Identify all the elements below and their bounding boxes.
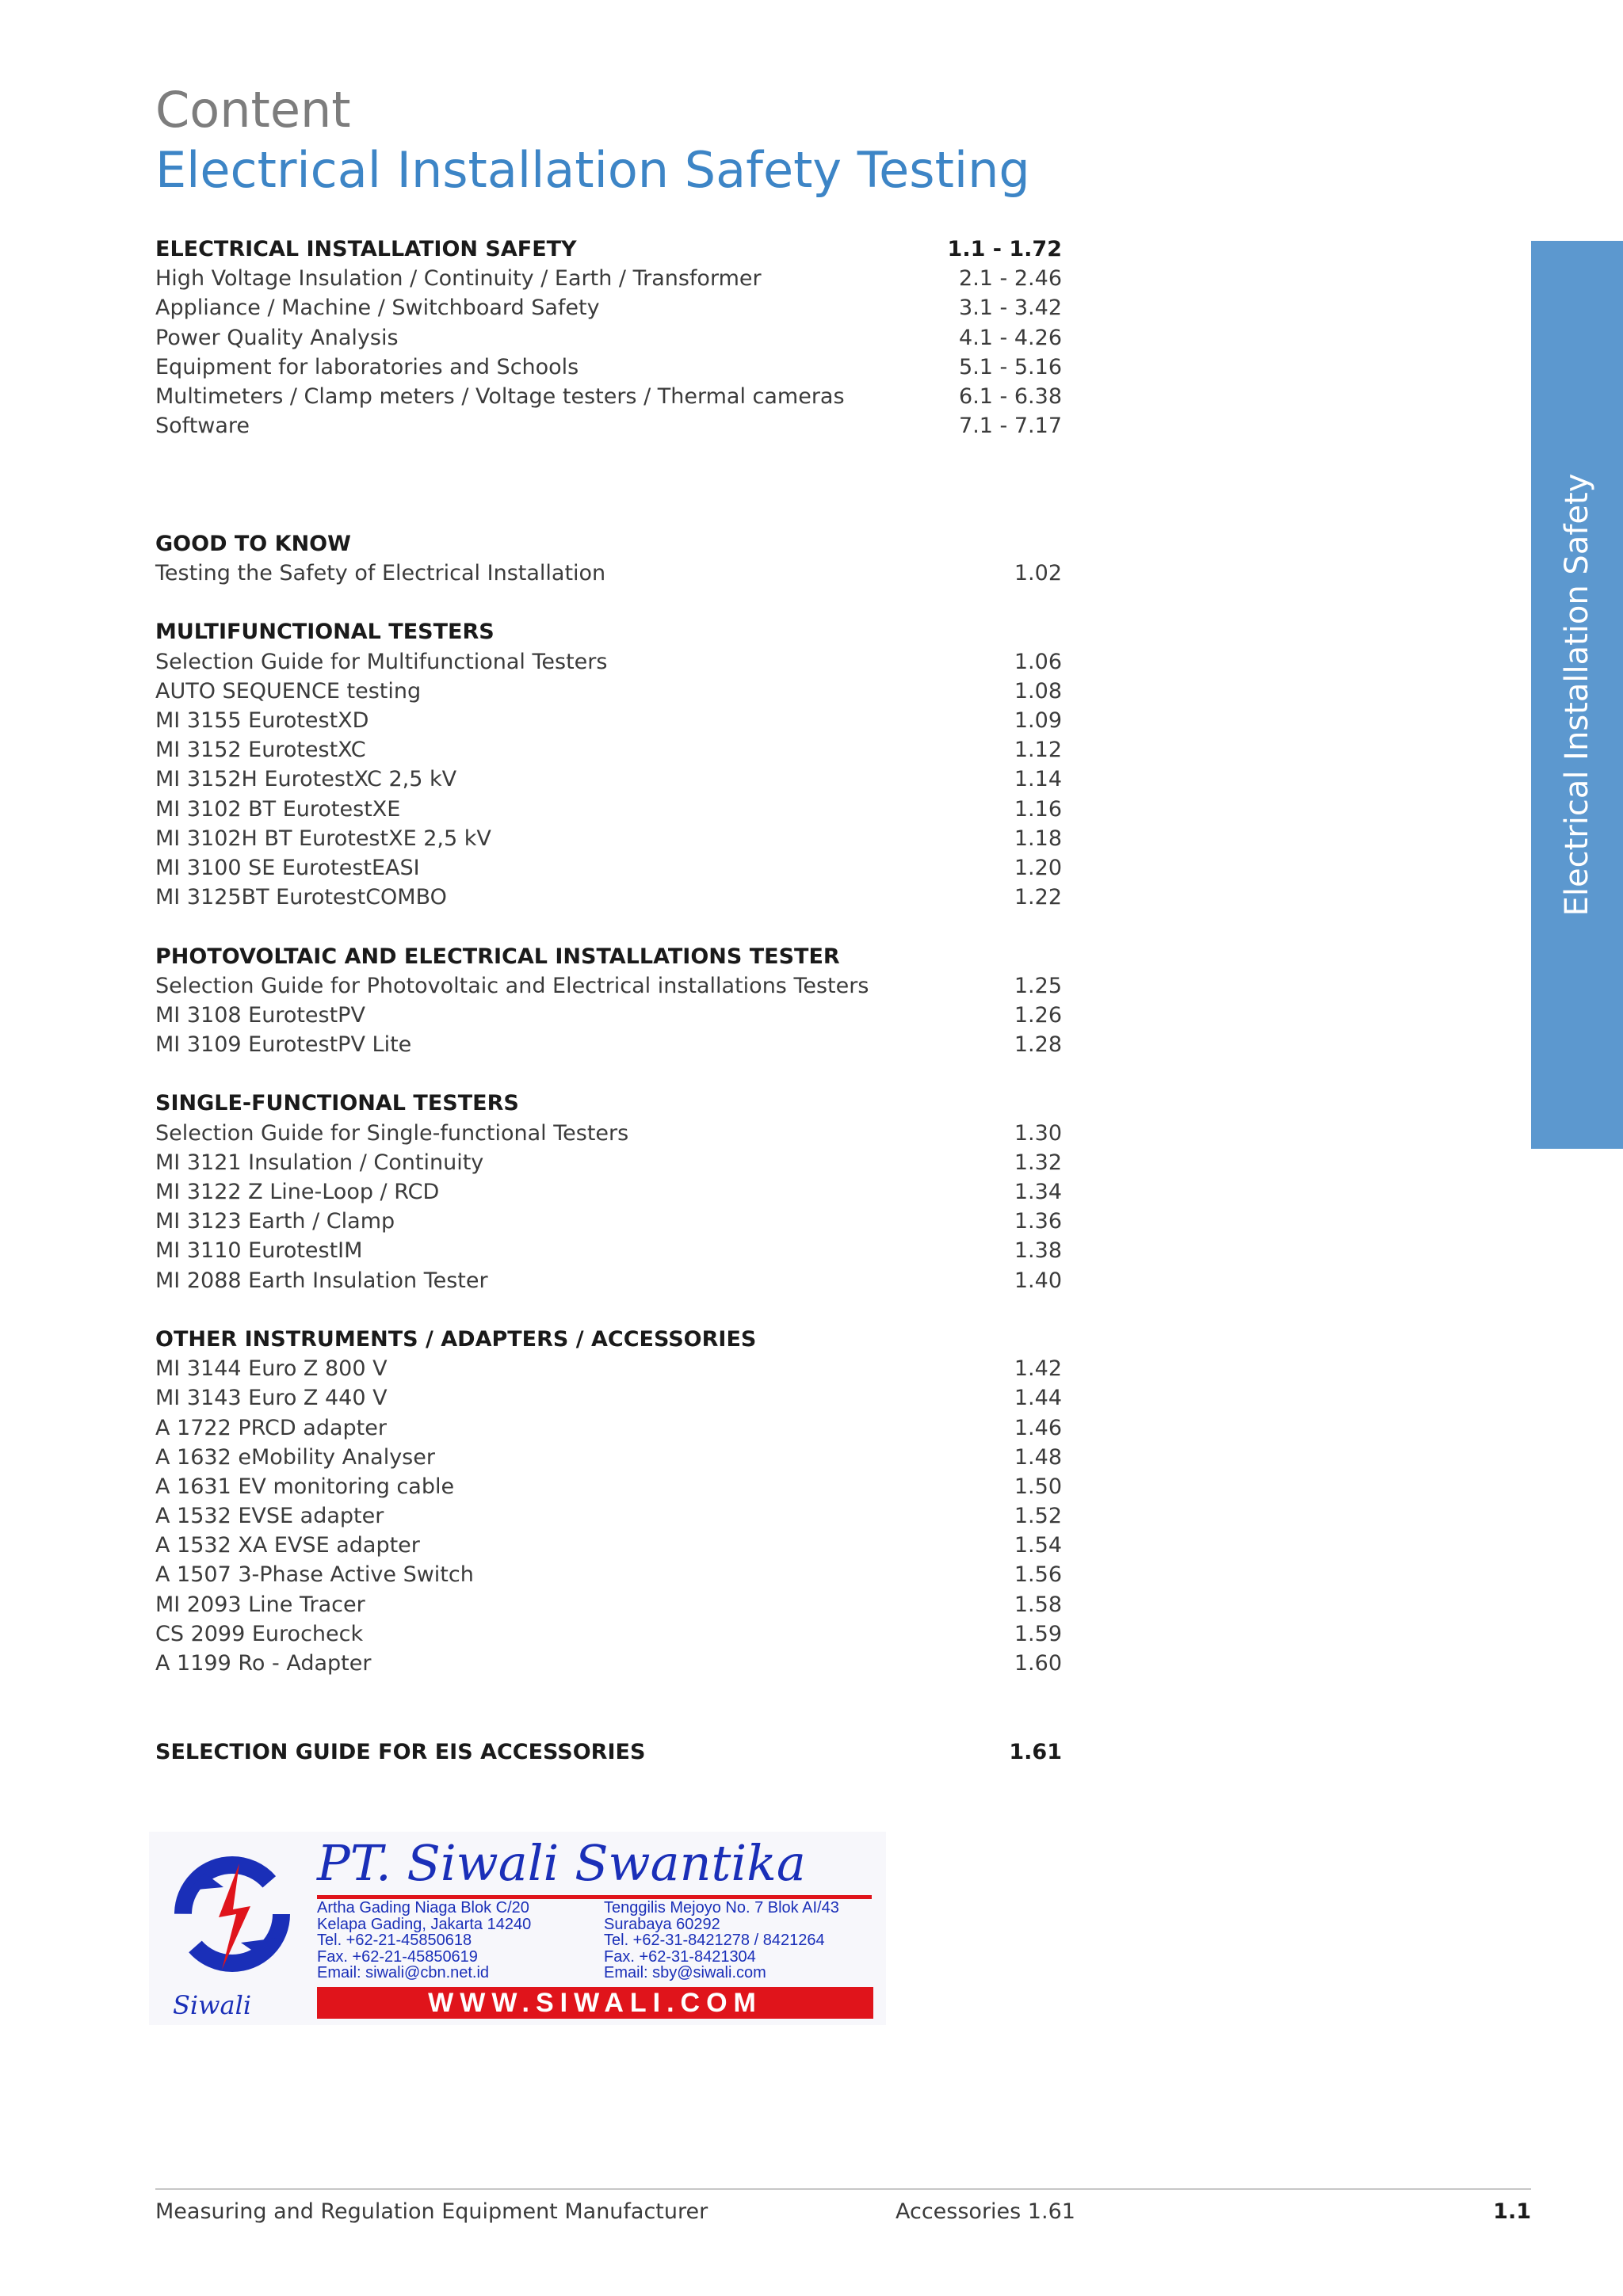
toc-label: A 1507 3-Phase Active Switch (155, 1562, 474, 1588)
toc-page: 1.34 (1014, 1180, 1062, 1205)
toc-row[interactable] (155, 765, 1062, 794)
surabaya-address (604, 1900, 839, 1981)
toc-label: A 1199 Ro - Adapter (155, 1651, 372, 1676)
toc-row[interactable] (155, 1266, 1062, 1295)
toc-label: Equipment for laboratories and Schools (155, 354, 579, 379)
spacer (155, 588, 1062, 617)
fax-line: Fax. +62-31-8421304 (604, 1947, 756, 1966)
toc-label: High Voltage Insulation / Continuity / Earth / Transformer (155, 266, 762, 292)
toc-page: 1.09 (1014, 708, 1062, 734)
spacer (155, 1678, 1062, 1737)
toc-row[interactable] (155, 1001, 1062, 1030)
email-line: Email: siwali@cbn.net.id (317, 1964, 490, 1981)
toc-row[interactable] (155, 1177, 1062, 1207)
toc-row[interactable] (155, 883, 1062, 912)
section-heading: SINGLE-FUNCTIONAL TESTERS (155, 1091, 519, 1116)
toc-row[interactable] (155, 323, 1062, 353)
toc-row[interactable] (155, 706, 1062, 735)
toc-page: 1.38 (1014, 1238, 1062, 1264)
toc-row[interactable] (155, 1560, 1062, 1589)
side-tab-label: Electrical Installation Safety (1559, 473, 1595, 917)
toc-page: 1.44 (1014, 1386, 1062, 1411)
toc-row[interactable] (155, 1119, 1062, 1148)
logo-wordmark: Siwali (173, 1990, 252, 2020)
footer-section-ref: Accessories 1.61 (896, 2199, 1075, 2224)
toc-page: 1.60 (1014, 1651, 1062, 1676)
toc-label: ELECTRICAL INSTALLATION SAFETY (155, 237, 577, 261)
page-title: Content (155, 81, 351, 139)
toc-page: 1.12 (1014, 738, 1062, 763)
jakarta-address (317, 1900, 531, 1981)
toc-page: 1.22 (1014, 885, 1062, 910)
toc-label: Software (155, 414, 250, 439)
spacer (155, 441, 1062, 529)
section-heading: PHOTOVOLTAIC AND ELECTRICAL INSTALLATIONS TESTER (155, 944, 840, 969)
address-line: Artha Gading Niaga Blok C/20 (317, 1899, 529, 1917)
toc-row[interactable] (155, 971, 1062, 1001)
toc-row[interactable] (155, 1207, 1062, 1236)
toc-row[interactable] (155, 1383, 1062, 1413)
toc-label: MI 3123 Earth / Clamp (155, 1209, 395, 1234)
toc-row[interactable] (155, 1148, 1062, 1177)
toc-label: MI 2088 Earth Insulation Tester (155, 1268, 488, 1293)
toc-page: 4.1 - 4.26 (959, 325, 1062, 350)
toc-row[interactable] (155, 353, 1062, 382)
address-line: Tenggilis Mejoyo No. 7 Blok AI/43 (604, 1899, 839, 1917)
footer-tagline: Measuring and Regulation Equipment Manufacturer (155, 2199, 708, 2224)
toc-label: MI 3152 EurotestXC (155, 738, 366, 763)
page-subtitle: Electrical Installation Safety Testing (155, 141, 1030, 199)
toc-label: A 1722 PRCD adapter (155, 1415, 387, 1440)
toc-label: AUTO SEQUENCE testing (155, 678, 422, 704)
final-entry-row[interactable] (155, 1737, 1062, 1767)
toc-page: 1.02 (1014, 561, 1062, 586)
toc-label: MI 3102H BT EurotestXE 2,5 kV (155, 826, 491, 851)
toc-label: Power Quality Analysis (155, 325, 399, 350)
toc-label: Appliance / Machine / Switchboard Safety (155, 296, 600, 321)
toc-page: 1.28 (1014, 1032, 1062, 1058)
address-line: Kelapa Gading, Jakarta 14240 (317, 1915, 532, 1933)
toc-page: 1.50 (1014, 1474, 1062, 1499)
toc-label: A 1631 EV monitoring cable (155, 1474, 455, 1499)
toc-page: 1.48 (1014, 1444, 1062, 1470)
toc-row[interactable] (155, 411, 1062, 441)
toc-label: SELECTION GUIDE FOR EIS ACCESSORIES (155, 1739, 646, 1764)
toc-row[interactable] (155, 1619, 1062, 1649)
siwali-logo-icon (157, 1841, 307, 1992)
footer-divider (155, 2188, 1531, 2190)
company-name: PT. Siwali Swantika (317, 1834, 806, 1892)
toc-row[interactable] (155, 1443, 1062, 1472)
toc-page: 1.32 (1014, 1150, 1062, 1175)
toc-row[interactable] (155, 559, 1062, 588)
toc-label: MI 3108 EurotestPV (155, 1002, 365, 1028)
toc-row[interactable] (155, 677, 1062, 706)
toc-label: Selection Guide for Single-functional Testers (155, 1120, 629, 1146)
toc-label: A 1532 EVSE adapter (155, 1504, 384, 1529)
toc-label: A 1532 XA EVSE adapter (155, 1533, 420, 1558)
page-number: 1.1 (1493, 2199, 1531, 2224)
toc-label: Selection Guide for Photovoltaic and Electrical installations Testers (155, 973, 869, 998)
toc-label: MI 3109 EurotestPV Lite (155, 1032, 412, 1058)
toc-page: 1.20 (1014, 855, 1062, 880)
toc-row[interactable] (155, 1030, 1062, 1059)
toc-row[interactable] (155, 795, 1062, 824)
section-heading: MULTIFUNCTIONAL TESTERS (155, 620, 495, 645)
toc-label: MI 2093 Line Tracer (155, 1592, 365, 1617)
toc-page: 1.58 (1014, 1592, 1062, 1617)
toc-row[interactable] (155, 1531, 1062, 1560)
toc-page: 1.36 (1014, 1209, 1062, 1234)
toc-row[interactable] (155, 293, 1062, 322)
toc-label: CS 2099 Eurocheck (155, 1621, 364, 1646)
toc-row[interactable] (155, 735, 1062, 765)
toc-page: 1.40 (1014, 1268, 1062, 1293)
toc-label: MI 3110 EurotestIM (155, 1238, 363, 1264)
toc-row[interactable] (155, 1590, 1062, 1619)
toc-row[interactable] (155, 647, 1062, 677)
section-heading: OTHER INSTRUMENTS / ADAPTERS / ACCESSORIES (155, 1326, 757, 1352)
phone-line: Tel. +62-21-45850618 (317, 1932, 472, 1949)
toc-page: 5.1 - 5.16 (959, 354, 1062, 379)
overview-heading-row[interactable] (155, 235, 1062, 264)
toc-row[interactable] (155, 1501, 1062, 1531)
toc-page: 1.42 (1014, 1356, 1062, 1382)
toc-row[interactable] (155, 382, 1062, 411)
toc-row[interactable] (155, 824, 1062, 853)
toc-page: 6.1 - 6.38 (959, 383, 1062, 409)
toc-row[interactable] (155, 1236, 1062, 1265)
toc-row[interactable] (155, 1649, 1062, 1678)
toc-page: 7.1 - 7.17 (959, 414, 1062, 439)
toc-page: 1.18 (1014, 826, 1062, 851)
toc-page: 1.06 (1014, 649, 1062, 674)
spacer (155, 1059, 1062, 1089)
website-link[interactable]: WWW.SIWALI.COM (317, 1987, 873, 2019)
spacer (155, 1295, 1062, 1325)
toc-label: Multimeters / Clamp meters / Voltage testers / Thermal cameras (155, 383, 845, 409)
section-side-tab[interactable] (1531, 241, 1623, 1149)
toc-label: MI 3125BT EurotestCOMBO (155, 885, 447, 910)
sections-list (155, 529, 1062, 1678)
toc-page: 1.08 (1014, 678, 1062, 704)
toc-page: 1.30 (1014, 1120, 1062, 1146)
toc-label: MI 3152H EurotestXC 2,5 kV (155, 767, 457, 792)
overview-list (155, 264, 1062, 441)
toc-label: MI 3143 Euro Z 440 V (155, 1386, 388, 1411)
toc-row[interactable] (155, 1472, 1062, 1501)
table-of-contents (155, 235, 1062, 1767)
fax-line: Fax. +62-21-45850619 (317, 1947, 478, 1966)
toc-label: Selection Guide for Multifunctional Testers (155, 649, 608, 674)
toc-label: MI 3155 EurotestXD (155, 708, 369, 734)
toc-row[interactable] (155, 1354, 1062, 1383)
toc-page: 1.25 (1014, 973, 1062, 998)
toc-page: 1.61 (1009, 1739, 1062, 1764)
toc-label: Testing the Safety of Electrical Installation (155, 561, 606, 586)
toc-label: MI 3144 Euro Z 800 V (155, 1356, 388, 1382)
toc-page: 1.56 (1014, 1562, 1062, 1588)
toc-page: 1.54 (1014, 1533, 1062, 1558)
phone-line: Tel. +62-31-8421278 / 8421264 (604, 1932, 825, 1949)
toc-page: 3.1 - 3.42 (959, 296, 1062, 321)
toc-page: 1.52 (1014, 1504, 1062, 1529)
toc-row[interactable] (155, 264, 1062, 293)
toc-page: 2.1 - 2.46 (959, 266, 1062, 292)
email-line: Email: sby@siwali.com (604, 1964, 766, 1981)
toc-page: 1.1 - 1.72 (947, 237, 1062, 261)
toc-label: MI 3100 SE EurotestEASI (155, 855, 420, 880)
toc-label: MI 3102 BT EurotestXE (155, 796, 401, 822)
toc-row[interactable] (155, 1413, 1062, 1443)
section-heading: GOOD TO KNOW (155, 531, 351, 556)
toc-page: 1.59 (1014, 1621, 1062, 1646)
toc-label: MI 3122 Z Line-Loop / RCD (155, 1180, 440, 1205)
company-banner (149, 1832, 886, 2025)
toc-row[interactable] (155, 853, 1062, 883)
toc-page: 1.26 (1014, 1002, 1062, 1028)
address-line: Surabaya 60292 (604, 1915, 720, 1933)
toc-page: 1.14 (1014, 767, 1062, 792)
toc-label: MI 3121 Insulation / Continuity (155, 1150, 484, 1175)
toc-page: 1.46 (1014, 1415, 1062, 1440)
spacer (155, 912, 1062, 941)
toc-label: A 1632 eMobility Analyser (155, 1444, 435, 1470)
toc-page: 1.16 (1014, 796, 1062, 822)
